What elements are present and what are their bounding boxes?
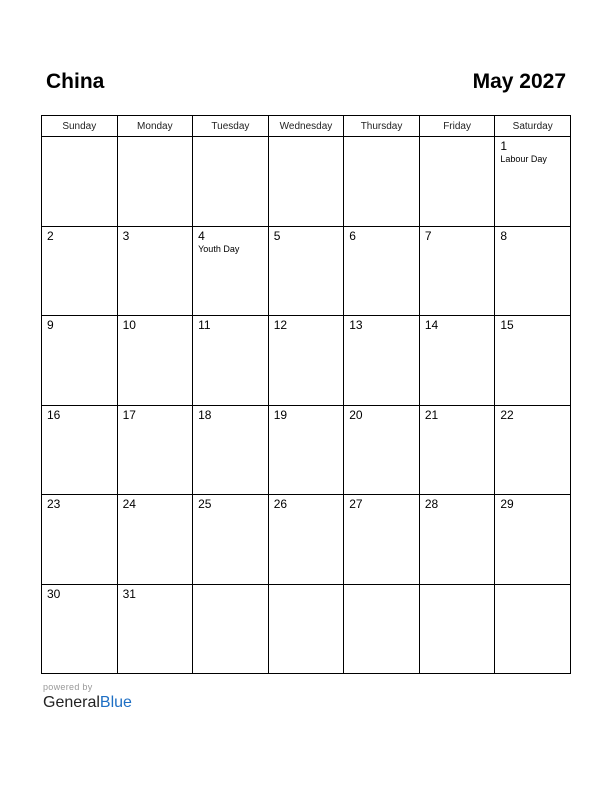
day-cell <box>42 405 118 495</box>
weekday-header: Monday <box>117 116 193 137</box>
day-cell <box>268 584 344 674</box>
day-cell <box>495 495 571 585</box>
day-number: 29 <box>500 497 514 511</box>
day-number: 20 <box>349 407 363 422</box>
day-cell <box>419 495 495 585</box>
day-cell <box>495 226 571 316</box>
holiday-label: Labour Day <box>500 154 547 164</box>
generalblue-logo[interactable] <box>43 694 132 712</box>
week-row <box>42 584 571 674</box>
day-number <box>420 137 495 139</box>
day-cell <box>193 226 269 316</box>
weekday-header: Tuesday <box>193 116 269 137</box>
day-cell <box>117 316 193 406</box>
footer <box>43 682 132 712</box>
brand-blue-text: Blue <box>99 694 132 711</box>
day-number: 25 <box>198 497 212 511</box>
holiday-label: Youth Day <box>198 243 240 254</box>
day-cell <box>344 495 420 585</box>
weekday-header: Friday <box>419 116 495 137</box>
week-row <box>42 226 571 316</box>
day-number <box>420 585 495 587</box>
day-number: 18 <box>198 407 212 422</box>
day-number <box>193 137 268 139</box>
day-cell <box>419 405 495 495</box>
week-row <box>42 316 571 406</box>
day-cell <box>419 316 495 406</box>
day-number: 27 <box>349 497 363 511</box>
day-number: 30 <box>47 586 61 601</box>
day-cell <box>193 316 269 406</box>
weekday-header: Wednesday <box>268 116 344 137</box>
day-cell <box>117 584 193 674</box>
day-cell <box>42 226 118 316</box>
weekday-header: Sunday <box>42 116 118 137</box>
calendar-grid <box>41 115 571 674</box>
day-number: 15 <box>500 318 514 332</box>
day-number <box>118 137 193 139</box>
day-cell <box>495 137 571 227</box>
day-cell <box>495 316 571 406</box>
powered-by-text: powered by <box>43 682 93 692</box>
day-cell <box>193 584 269 674</box>
month-title: May 2027 <box>472 70 566 93</box>
day-cell <box>193 495 269 585</box>
week-row <box>42 495 571 585</box>
day-number: 7 <box>424 228 432 243</box>
day-number: 26 <box>273 497 288 511</box>
calendar-header <box>46 70 566 100</box>
day-number: 3 <box>122 228 130 243</box>
day-number <box>344 137 419 139</box>
weekday-header: Saturday <box>495 116 571 137</box>
day-cell <box>495 405 571 495</box>
day-cell <box>268 137 344 227</box>
day-number <box>269 585 344 587</box>
day-number: 31 <box>122 586 136 601</box>
day-cell <box>344 584 420 674</box>
day-cell <box>344 226 420 316</box>
weekday-header: Thursday <box>344 116 420 137</box>
day-number: 13 <box>349 318 363 332</box>
day-number <box>269 137 344 139</box>
day-number: 14 <box>424 318 439 332</box>
day-cell <box>117 405 193 495</box>
day-cell <box>344 137 420 227</box>
day-cell <box>344 405 420 495</box>
day-number: 4 <box>198 228 205 243</box>
brand-general-text: General <box>43 694 100 711</box>
day-cell <box>419 584 495 674</box>
week-row <box>42 405 571 495</box>
day-number: 22 <box>500 407 514 422</box>
day-cell <box>117 226 193 316</box>
day-cell <box>495 584 571 674</box>
week-row <box>42 137 571 227</box>
day-cell <box>419 137 495 227</box>
day-cell <box>42 316 118 406</box>
day-cell <box>42 495 118 585</box>
day-number: 2 <box>47 228 54 243</box>
day-number: 19 <box>273 407 288 422</box>
day-cell <box>268 226 344 316</box>
day-cell <box>193 137 269 227</box>
day-cell <box>117 137 193 227</box>
day-number: 12 <box>273 318 288 332</box>
day-cell <box>344 316 420 406</box>
day-number <box>344 585 419 587</box>
day-number <box>193 585 268 587</box>
day-cell <box>42 137 118 227</box>
day-cell <box>268 316 344 406</box>
weekday-header-row <box>42 116 571 137</box>
day-number: 28 <box>424 497 439 511</box>
day-cell <box>42 584 118 674</box>
day-number: 10 <box>122 318 136 332</box>
day-number: 17 <box>122 407 136 422</box>
country-title: China <box>46 70 105 93</box>
day-cell <box>268 495 344 585</box>
day-number: 5 <box>273 228 281 243</box>
day-number: 8 <box>500 228 508 243</box>
day-cell <box>117 495 193 585</box>
day-number: 9 <box>47 318 54 332</box>
day-number: 1 <box>500 139 508 153</box>
day-number <box>495 585 570 587</box>
day-number: 23 <box>47 497 61 511</box>
day-cell <box>419 226 495 316</box>
day-cell <box>193 405 269 495</box>
day-number: 6 <box>349 228 356 243</box>
day-cell <box>268 405 344 495</box>
day-number: 21 <box>424 407 439 422</box>
day-number <box>42 137 117 139</box>
day-number: 16 <box>47 407 61 422</box>
day-number: 24 <box>122 497 136 511</box>
day-number: 11 <box>198 318 211 332</box>
